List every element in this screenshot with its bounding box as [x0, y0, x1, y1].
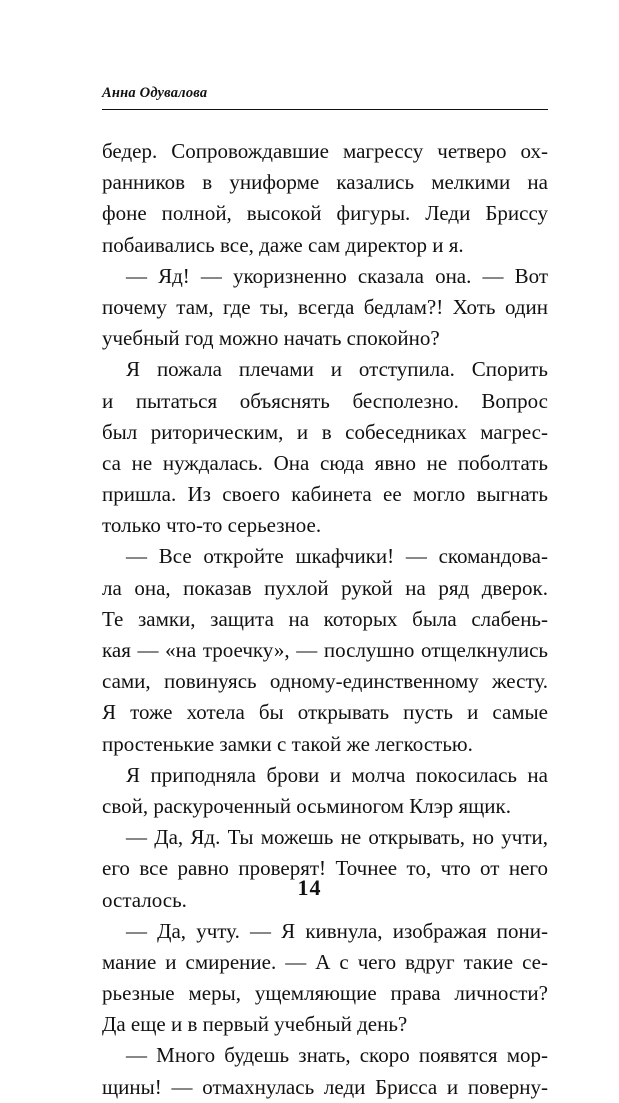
text-line: щины! — отмахнулась леди Брисса и поверну-	[102, 1074, 548, 1099]
text-line: — Да, Яд. Ты можешь не открывать, но учти,	[126, 825, 548, 850]
text-line: побаивались все, даже сам директор и я.	[102, 232, 464, 257]
page-number: 14	[297, 875, 322, 900]
running-head	[102, 81, 548, 110]
author-name: Анна Одувалова	[102, 85, 208, 101]
text-line: Я пожала плечами и отступила. Спорить	[126, 357, 548, 382]
text-line: кая — «на троечку», — послушно отщелкнулись	[102, 638, 548, 662]
text-line: Я тоже хотела бы открывать пусть и самые	[102, 700, 548, 725]
text-line: пришла. Из своего кабинета ее могло выгнать	[102, 482, 548, 507]
text-line: сами, повинуясь одному-единственному жесту.	[102, 669, 548, 694]
text-line: фоне полной, высокой фигуры. Леди Бриссу	[102, 201, 548, 226]
text-line: осталось.	[102, 887, 187, 912]
text-line: мание и смирение. — А с чего вдруг такие се-	[102, 949, 548, 974]
text-line: Те замки, защита на которых была слабень-	[102, 606, 548, 631]
text-line: са не нуждалась. Она сюда явно не поболтать	[102, 450, 548, 475]
text-line: учебный год можно начать спокойно?	[102, 326, 440, 351]
text-line: почему там, где ты, всегда бедлам?! Хоть один	[102, 294, 548, 319]
text-line: — Много будешь знать, скоро появятся мор-	[126, 1043, 548, 1068]
text-line: ла она, показав пухлой рукой на ряд дверок.	[102, 575, 548, 600]
text-line: — Яд! — укоризненно сказала она. — Вот	[126, 263, 548, 288]
text-line: — Все откройте шкафчики! — скомандова-	[126, 544, 548, 569]
text-line: только что-то серьезное.	[102, 513, 322, 538]
text-line: — Да, учту. — Я кивнула, изображая пони-	[126, 918, 548, 943]
text-line: и пытаться объяснять бесполезно. Вопрос	[102, 388, 548, 413]
text-line: свой, раскуроченный осьминогом Клэр ящик.	[102, 793, 511, 818]
text-line: простенькие замки с такой же легкостью.	[102, 731, 473, 756]
text-line: его все равно проверят! Точнее то, что от него	[102, 856, 548, 881]
text-line: рьезные меры, ущемляющие права личности?	[102, 981, 548, 1006]
body-text	[102, 136, 548, 1103]
text-line: бедер. Сопровождавшие магрессу четверо ох-	[102, 139, 548, 163]
text-line: был риторическим, и в собеседниках магрес-	[102, 419, 548, 444]
text-line: Я приподняла брови и молча покосилась на	[126, 762, 548, 787]
text-line: Да еще и в первый учебный день?	[102, 1012, 408, 1037]
text-line: ранников в униформе казались мелкими на	[102, 170, 548, 195]
